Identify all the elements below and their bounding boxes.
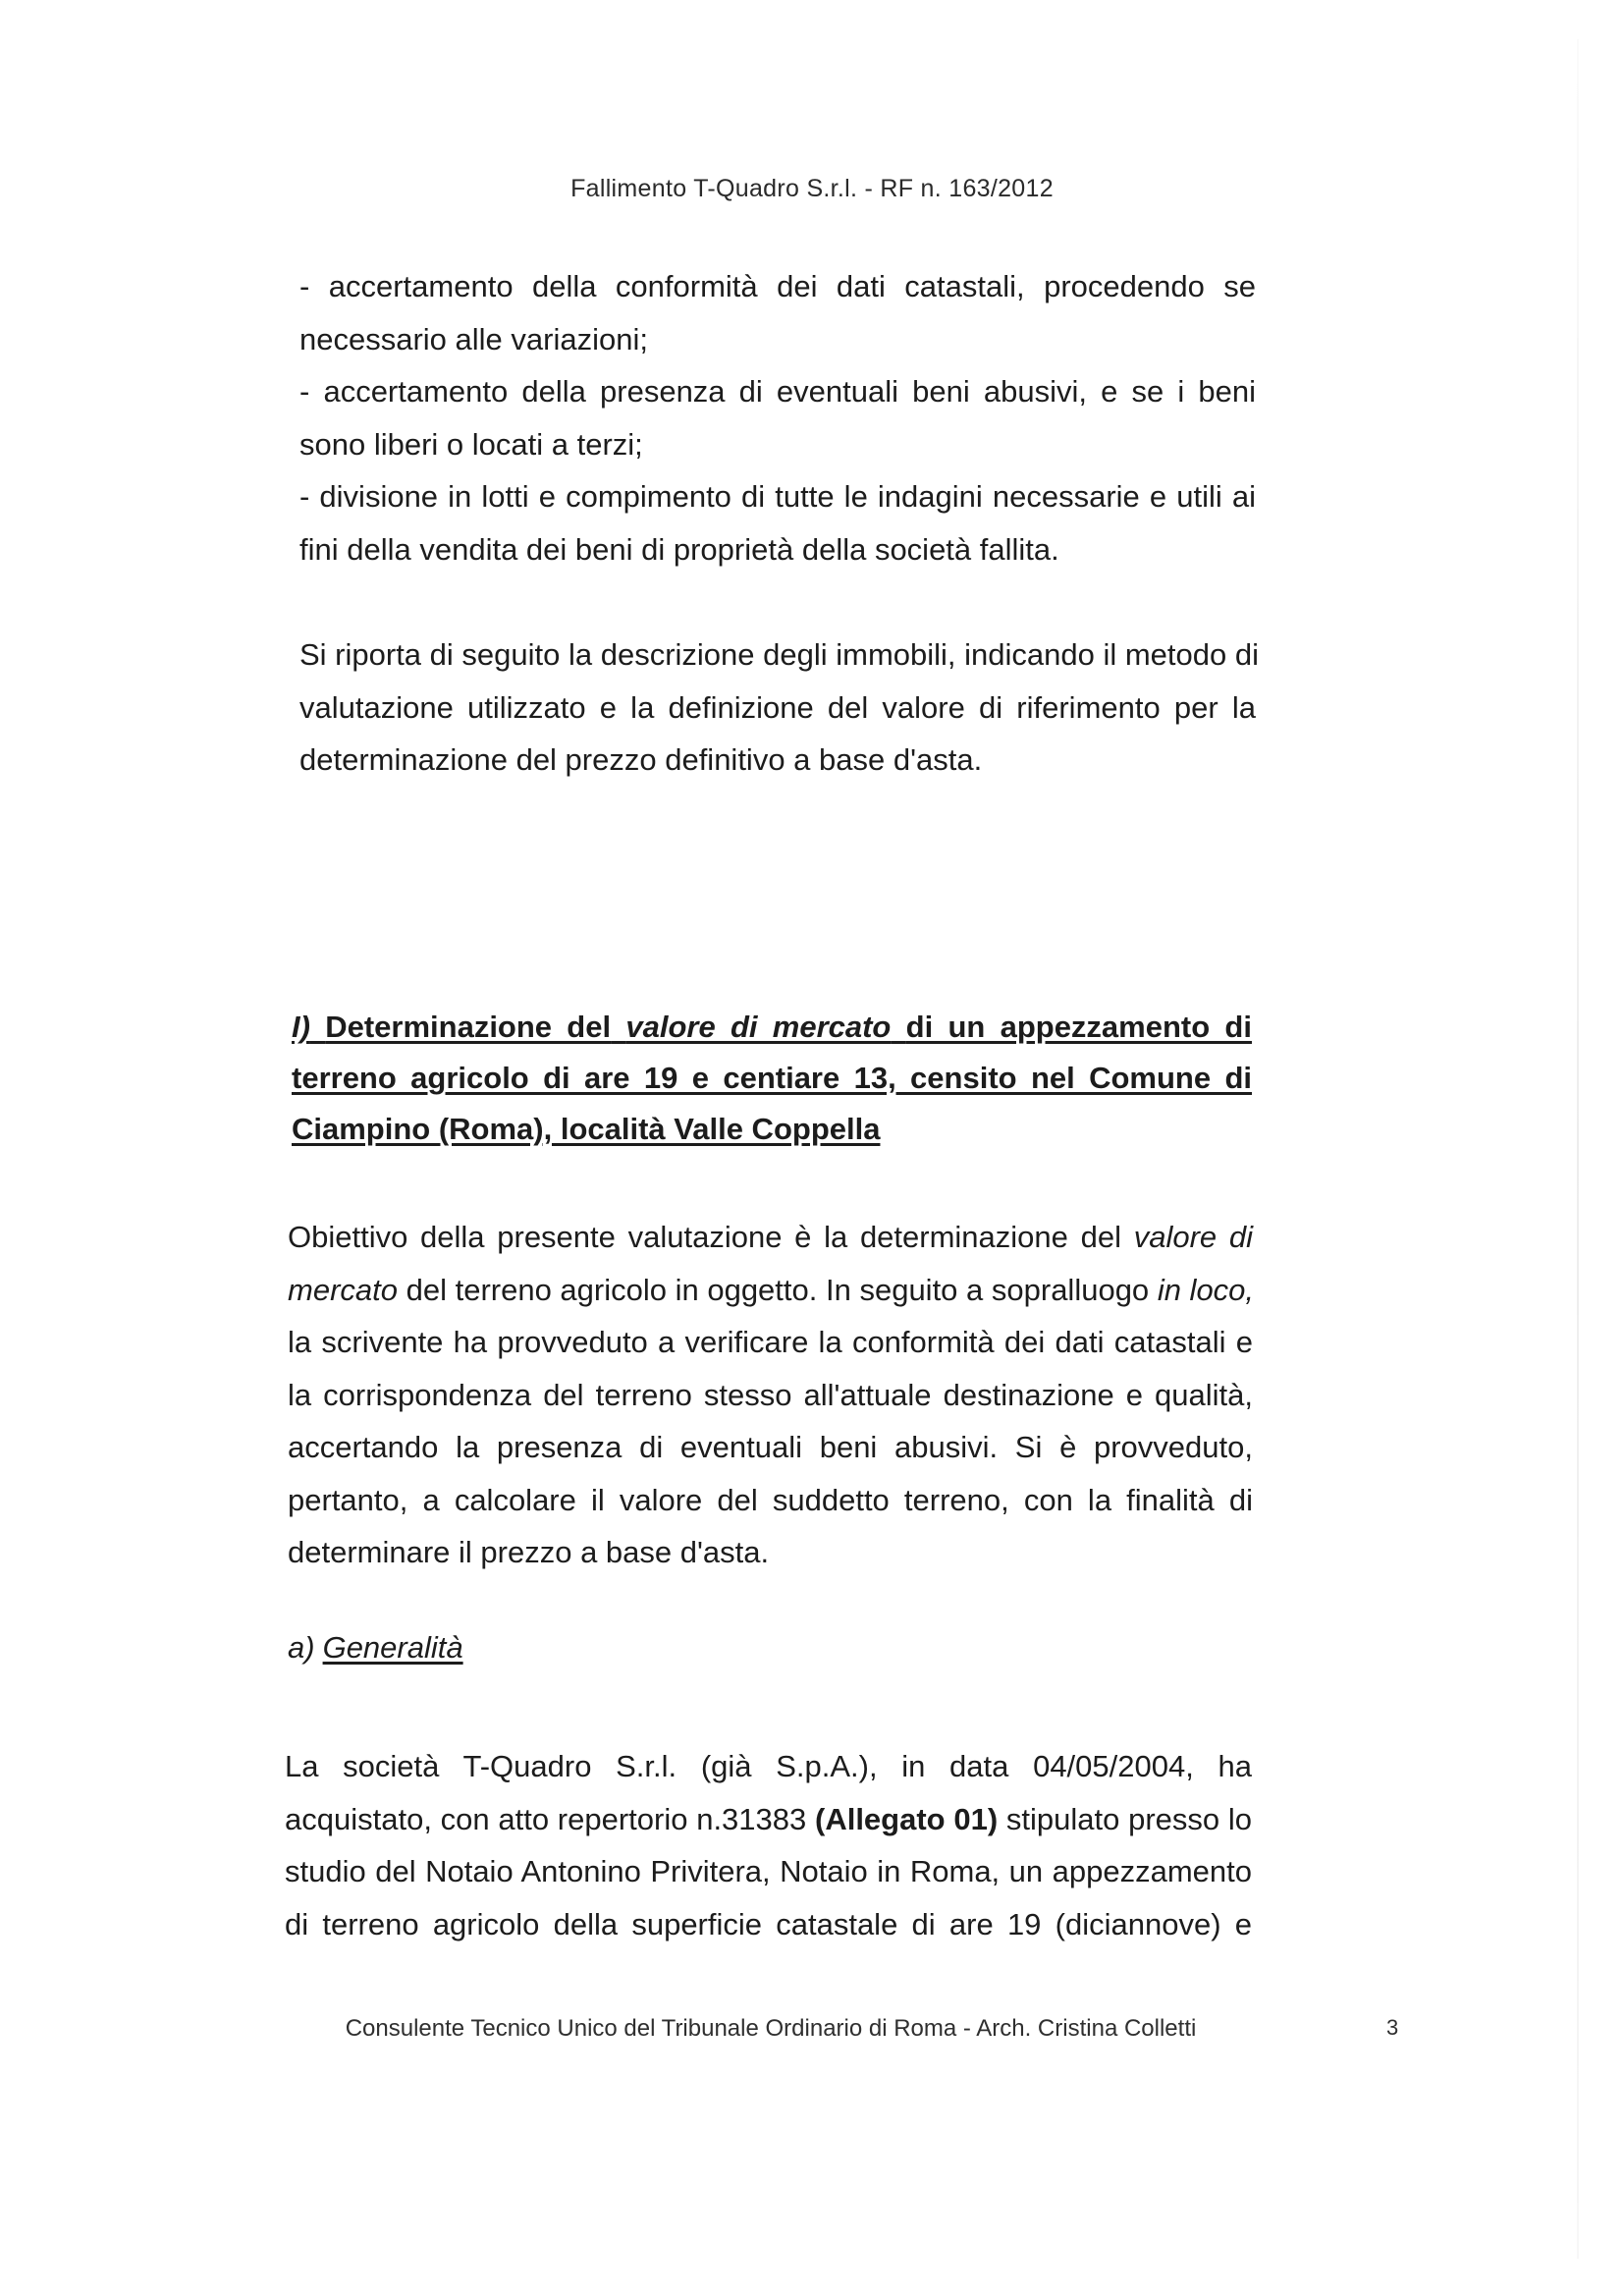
paragraph-line: determinare il prezzo a base d'asta. (288, 1535, 770, 1569)
generalita-paragraph (285, 1740, 1252, 1950)
scan-edge-shadow (1577, 39, 1579, 2259)
task-line: - accertamento della presenza di eventuali beni abusivi, e se i beni (299, 374, 1256, 409)
paragraph-line: di terreno agricolo della superficie catastale di are 19 (diciannove) e (285, 1906, 1252, 1941)
heading-line: Ciampino (Roma), località Valle Coppella (292, 1112, 881, 1146)
page-footer: Consulente Tecnico Unico del Tribunale Ordinario di Roma - Arch. Cristina Colletti (345, 2015, 1197, 2042)
paragraph-line: determinazione del prezzo definitivo a base d'asta. (299, 742, 983, 777)
task-line: necessario alle variazioni; (299, 321, 648, 356)
task-list (299, 260, 1256, 575)
section-heading (292, 1002, 1252, 1155)
paragraph-line: Si riporta di seguito la descrizione degli immobili, indicando il metodo di (299, 637, 1259, 672)
page-number: 3 (1386, 2015, 1399, 2040)
paragraph-line: pertanto, a calcolare il valore del suddetto terreno, con la finalità di (288, 1482, 1253, 1517)
paragraph-line: Obiettivo della presente valutazione è la determinazione del valore di (288, 1220, 1253, 1254)
paragraph-line: studio del Notaio Antonino Privitera, Notaio in Roma, un appezzamento (285, 1854, 1252, 1888)
attachment-reference: (Allegato 01) (815, 1801, 999, 1836)
objective-paragraph (288, 1211, 1253, 1579)
task-line: fini della vendita dei beni di proprietà della società fallita. (299, 531, 1059, 567)
heading-italic: valore di mercato (625, 1010, 892, 1044)
task-line: - divisione in lotti e compimento di tutte le indagini necessarie e utili ai (299, 479, 1256, 514)
subsection-letter: a) (288, 1630, 315, 1665)
intro-paragraph (299, 629, 1259, 787)
paragraph-line: la scrivente ha provveduto a verificare la conformità dei dati catastali e (288, 1325, 1253, 1359)
heading-numeral: I) (292, 1010, 310, 1044)
subsection-heading (288, 1630, 463, 1666)
task-line: sono liberi o locati a terzi; (299, 426, 643, 462)
heading-line: terreno agricolo di are 19 e centiare 13, censito nel Comune di (292, 1061, 1252, 1095)
paragraph-line: mercato del terreno agricolo in oggetto. In seguito a sopralluogo in loco, (288, 1272, 1255, 1307)
heading-line: I) Determinazione del valore di mercato di un appezzamento di (292, 1010, 1252, 1044)
page-header: Fallimento T-Quadro S.r.l. - RF n. 163/2012 (570, 175, 1054, 202)
paragraph-line: la corrispondenza del terreno stesso all'attuale destinazione e qualità, (288, 1377, 1253, 1412)
paragraph-line: acquistato, con atto repertorio n.31383 (Allegato 01) stipulato presso lo (285, 1801, 1252, 1836)
subsection-title: Generalità (322, 1630, 463, 1665)
task-line: - accertamento della conformità dei dati catastali, procedendo se (299, 269, 1256, 303)
paragraph-line: valutazione utilizzato e la definizione del valore di riferimento per la (299, 689, 1256, 725)
paragraph-line: accertando la presenza di eventuali beni abusivi. Si è provveduto, (288, 1430, 1253, 1464)
paragraph-line: La società T-Quadro S.r.l. (già S.p.A.), in data 04/05/2004, ha (285, 1749, 1252, 1783)
